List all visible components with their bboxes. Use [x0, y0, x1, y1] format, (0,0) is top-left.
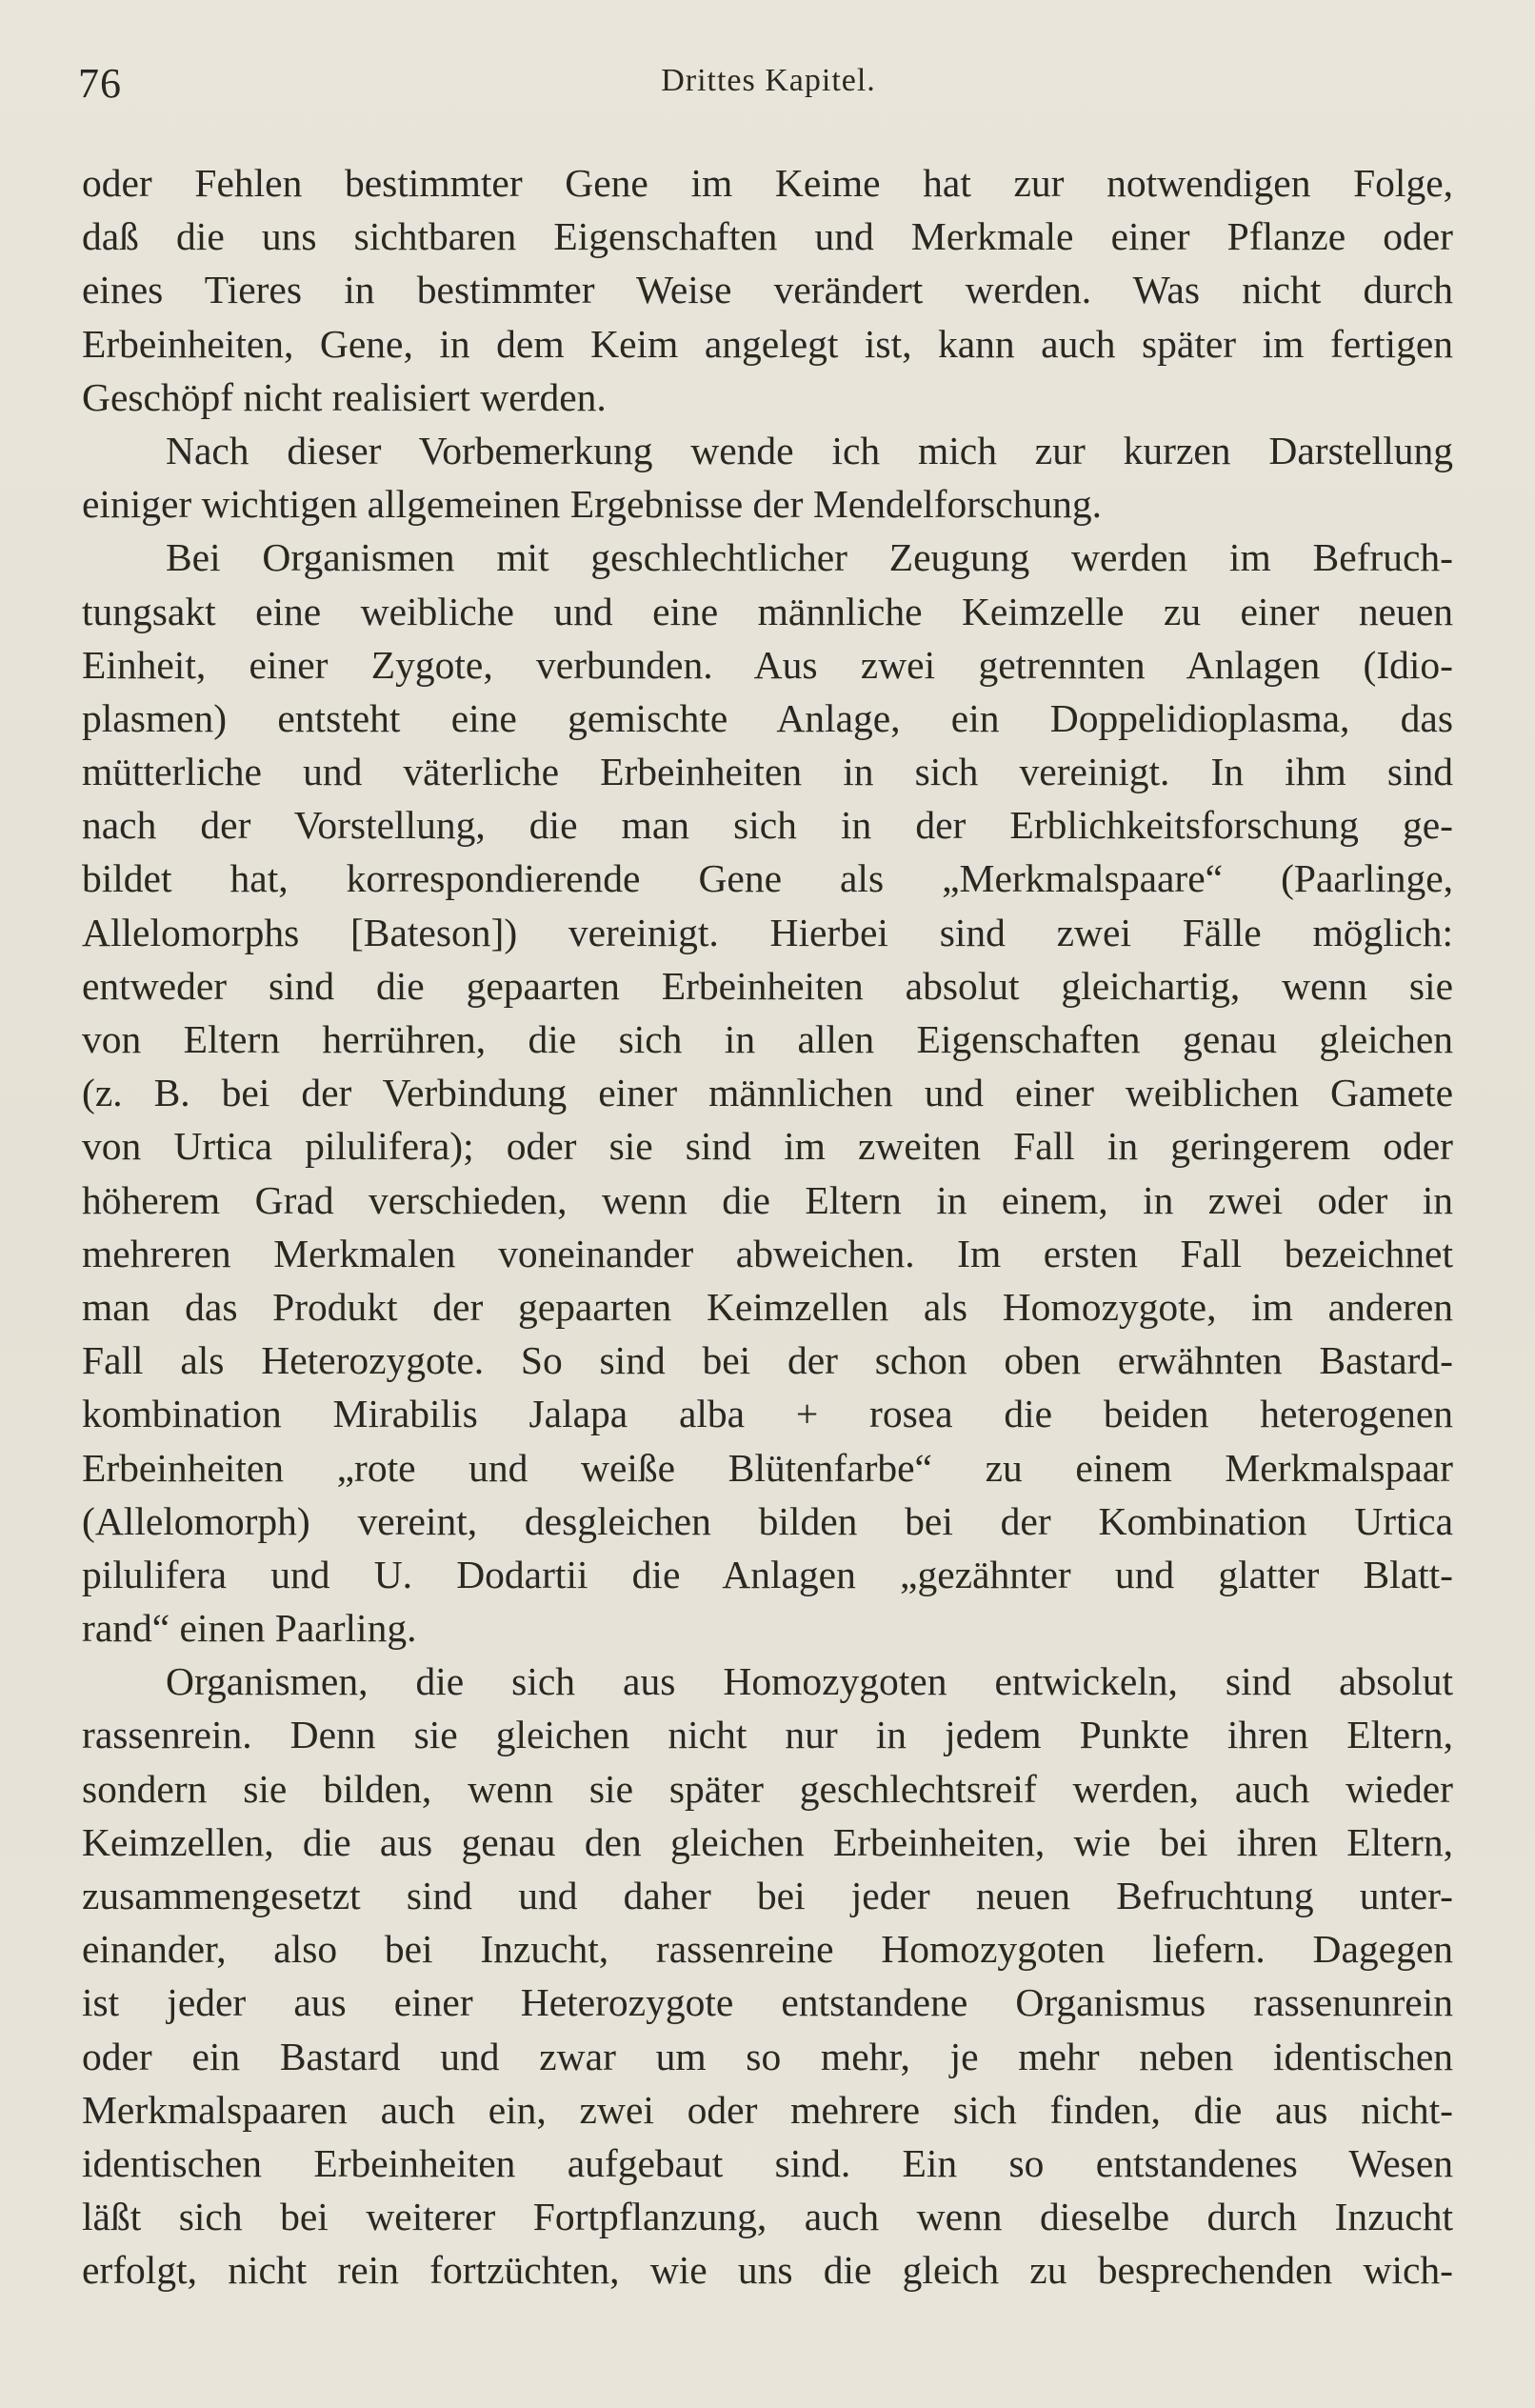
- text-line: nach der Vorstellung, die man sich in der Erblichkeitsforschung ge-: [82, 803, 1453, 848]
- text-line: identischen Erbeinheiten aufgebaut sind. Ein so entstandenes Wesen: [82, 2140, 1453, 2185]
- text-line: man das Produkt der gepaarten Keimzellen als Homozygote, im anderen: [82, 1284, 1453, 1329]
- text-line: oder Fehlen bestimmter Gene im Keime hat zur notwendigen Folge,: [82, 161, 1453, 205]
- text-line: daß die uns sichtbaren Eigenschaften und Merkmale einer Pflanze oder: [82, 214, 1453, 259]
- page-number: 76: [78, 60, 122, 107]
- text-line: rassenrein. Denn sie gleichen nicht nur in jedem Punkte ihren Eltern,: [82, 1713, 1453, 1757]
- text-line: zusammengesetzt sind und daher bei jeder neuen Befruchtung unter-: [82, 1874, 1453, 1917]
- text-line: mehreren Merkmalen voneinander abweichen. Im ersten Fall bezeichnet: [82, 1231, 1453, 1275]
- text-line: Organismen, die sich aus Homozygoten entwickeln, sind absolut: [166, 1659, 1453, 1704]
- text-line: Keimzellen, die aus genau den gleichen Erbeinheiten, wie bei ihren Eltern,: [82, 1819, 1453, 1864]
- text-line: Bei Organismen mit geschlechtlicher Zeugung werden im Befruch-: [166, 535, 1453, 580]
- text-line: Nach dieser Vorbemerkung wende ich mich zur kurzen Darstellung: [166, 428, 1453, 472]
- body-text: [82, 156, 1453, 2298]
- text-line: von Urtica pilulifera); oder sie sind im zweiten Fall in geringerem oder: [82, 1124, 1453, 1169]
- text-line: Geschöpf nicht realisiert werden.: [82, 374, 607, 419]
- text-line: entweder sind die gepaarten Erbeinheiten absolut gleichartig, wenn sie: [82, 963, 1453, 1008]
- text-line: oder ein Bastard und zwar um so mehr, je mehr neben identischen: [82, 2034, 1453, 2078]
- text-line: Merkmalspaaren auch ein, zwei oder mehrere sich finden, die aus nicht-: [82, 2087, 1453, 2132]
- text-line: Erbeinheiten „rote und weiße Blütenfarbe“ zu einem Merkmalspaar: [82, 1445, 1453, 1490]
- text-line: rand“ einen Paarling.: [82, 1606, 417, 1651]
- text-line: pilulifera und U. Dodartii die Anlagen „gezähnter und glatter Blatt-: [82, 1552, 1453, 1596]
- text-line: einander, also bei Inzucht, rassenreine Homozygoten liefern. Dagegen: [82, 1927, 1453, 1972]
- text-line: mütterliche und väterliche Erbeinheiten in sich vereinigt. In ihm sind: [82, 750, 1453, 794]
- text-line: eines Tieres in bestimmter Weise verändert werden. Was nicht durch: [82, 268, 1453, 312]
- text-line: (z. B. bei der Verbindung einer männlichen und einer weiblichen Gamete: [82, 1071, 1453, 1115]
- text-line: Erbeinheiten, Gene, in dem Keim angelegt ist, kann auch später im fertigen: [82, 321, 1453, 366]
- text-line: ist jeder aus einer Heterozygote entstandene Organismus rassenunrein: [82, 1980, 1453, 2025]
- text-line: kombination Mirabilis Jalapa alba + rosea die beiden heterogenen: [82, 1392, 1453, 1436]
- text-line: höherem Grad verschieden, wenn die Eltern in einem, in zwei oder in: [82, 1177, 1453, 1222]
- text-line: tungsakt eine weibliche und eine männliche Keimzelle zu einer neuen: [82, 589, 1453, 633]
- text-line: von Eltern herrühren, die sich in allen Eigenschaften genau gleichen: [82, 1017, 1453, 1061]
- text-line: erfolgt, nicht rein fortzüchten, wie uns die gleich zu besprechenden wich-: [82, 2248, 1453, 2293]
- text-line: Allelomorphs [Bateson]) vereinigt. Hierbei sind zwei Fälle möglich:: [82, 910, 1453, 954]
- text-line: einiger wichtigen allgemeinen Ergebnisse der Mendelforschung.: [82, 482, 1102, 527]
- text-line: sondern sie bilden, wenn sie später geschlechtsreif werden, auch wieder: [82, 1766, 1453, 1811]
- text-line: (Allelomorph) vereint, desgleichen bilden bei der Kombination Urtica: [82, 1498, 1453, 1543]
- chapter-title: Drittes Kapitel.: [661, 63, 876, 98]
- text-line: plasmen) entsteht eine gemischte Anlage, ein Doppelidioplasma, das: [82, 695, 1453, 740]
- text-line: Fall als Heterozygote. So sind bei der schon oben erwähnten Bastard-: [82, 1338, 1453, 1383]
- running-head: [78, 59, 1459, 116]
- text-line: Einheit, einer Zygote, verbunden. Aus zwei getrennten Anlagen (Idio-: [82, 642, 1453, 687]
- text-line: läßt sich bei weiterer Fortpflanzung, auch wenn dieselbe durch Inzucht: [82, 2195, 1453, 2239]
- text-line: bildet hat, korrespondierende Gene als „Merkmalspaare“ (Paarlinge,: [82, 856, 1453, 901]
